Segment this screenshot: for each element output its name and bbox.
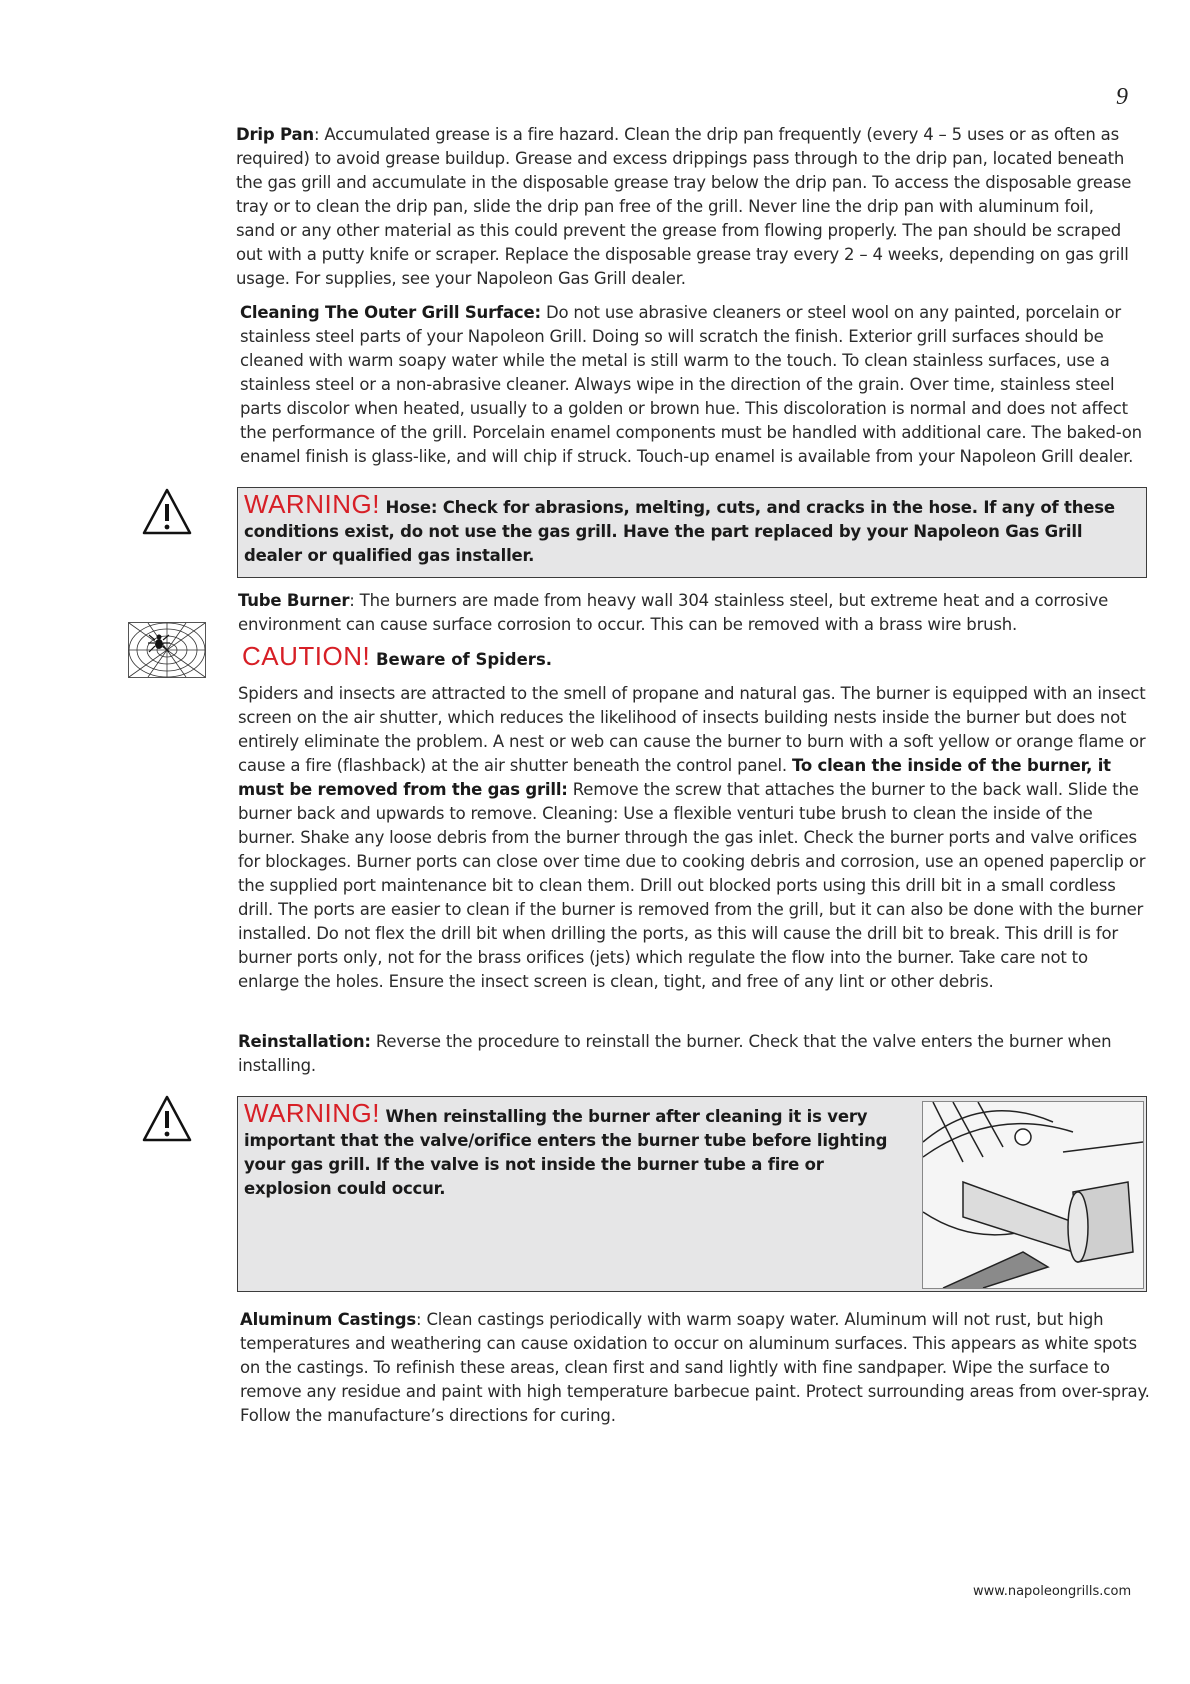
aluminum-title: Aluminum Castings xyxy=(240,1310,417,1329)
tube-burner-title: Tube Burner xyxy=(238,591,350,610)
caution-label: CAUTION! xyxy=(242,641,371,671)
tube-burner-text: : The burners are made from heavy wall 304 stainless steel, but extreme heat and a corrosive environment can cause surface corrosion to occur. This can be removed with a brass wire brush. xyxy=(238,591,1109,634)
reinstallation-text: Reverse the procedure to reinstall the burner. Check that the valve enters the burner when installing. xyxy=(238,1032,1112,1075)
footer-url: www.napoleongrills.com xyxy=(973,1584,1132,1599)
outer-surface-paragraph xyxy=(240,301,1145,469)
drip-pan-paragraph xyxy=(236,123,1136,291)
caution-text: Beware of Spiders. xyxy=(370,650,553,669)
burner-valve-illustration xyxy=(922,1101,1144,1289)
drip-pan-text: : Accumulated grease is a fire hazard. Clean the drip pan frequently (every 4 – 5 uses or as often as required) to avoid grease buildup. Grease and excess drippings pass through to the drip pan, located beneath the gas grill and accumulate in the disposable grease tray below the drip pan. To access the disposable grease tray or to clean the drip pan, slide the drip pan free of the grill. Never line the drip pan with aluminum foil, sand or any other material as this could prevent the grease from flowing properly. The pan should be scraped out with a putty knife or scraper. Replace the disposable grease tray every 2 – 4 weeks, depending on gas grill usage. For supplies, see your Napoleon Gas Grill dealer. xyxy=(236,125,1132,288)
hose-warning-box xyxy=(237,487,1147,578)
spiders-text-a: Spiders and insects are attracted to the smell of propane and natural gas. The burner is equipped with an insect screen on the air shutter, which reduces the likelihood of insects building nests inside the burner but does not entirely eliminate the problem. A nest or web can cause the burner to burn with a soft yellow or orange flame or cause a fire (flashback) at the air shutter beneath the control panel. xyxy=(238,684,1146,775)
aluminum-text: : Clean castings periodically with warm soapy water. Aluminum will not rust, but high temperatures and weathering can cause oxidation to occur on aluminum surfaces. This appears as white spots on the castings. To refinish these areas, clean first and sand lightly with fine sandpaper. Wipe the surface to remove any residue and paint with high temperature barbecue paint. Protect surrounding areas from over-spray. Follow the manufacture’s directions for curing. xyxy=(240,1310,1150,1425)
warning-triangle-icon xyxy=(141,487,193,537)
spiders-paragraph xyxy=(238,682,1148,994)
reinstall-warning-text: When reinstalling the burner after cleaning it is very important that the valve/orifice enters the burner tube before lighting your gas grill. If the valve is not inside the burner tube a fire or explosion could occur. xyxy=(244,1107,888,1198)
reinstall-warning-label: WARNING! xyxy=(244,1098,380,1128)
reinstallation-paragraph xyxy=(238,1030,1148,1078)
warning-triangle-icon xyxy=(141,1094,193,1144)
hose-warning-text: Hose: Check for abrasions, melting, cuts, and cracks in the hose. If any of these conditions exist, do not use the gas grill. Have the part replaced by your Napoleon Gas Grill dealer or qualified gas installer. xyxy=(244,498,1115,565)
caution-heading xyxy=(242,641,552,672)
drip-pan-title: Drip Pan xyxy=(236,125,314,144)
spider-web-icon xyxy=(128,622,206,678)
aluminum-paragraph xyxy=(240,1308,1150,1428)
spiders-text-b: Remove the screw that attaches the burner to the back wall. Slide the burner back and upwards to remove. Cleaning: Use a flexible venturi tube brush to clean the inside of the burner. Shake any loose debris from the burner through the gas inlet. Check the burner ports and valve orifices for blockages. Burner ports can close over time due to cooking debris and corrosion, use an opened paperclip or the supplied port maintenance bit to clean them. Drill out blocked ports using this drill bit in a small cordless drill. The ports are easier to clean if the burner is removed from the grill, but it can also be done with the burner installed. Do not flex the drill bit when drilling the ports, as this will cause the drill bit to break. This drill is for burner ports only, not for the brass orifices (jets) which regulate the flow into the burner. Take care not to enlarge the holes. Ensure the insect screen is clean, tight, and free of any lint or other debris. xyxy=(238,780,1146,991)
page-number: 9 xyxy=(1116,84,1128,110)
spiders-bold: To clean the inside of the burner, it must be removed from the gas grill: xyxy=(238,756,1111,799)
outer-surface-text: Do not use abrasive cleaners or steel wool on any painted, porcelain or stainless steel parts of your Napoleon Grill. Doing so will scratch the finish. Exterior grill surfaces should be cleaned with warm soapy water while the metal is still warm to the touch. To clean stainless surfaces, use a stainless steel or a non-abrasive cleaner. Always wipe in the direction of the grain. Over time, stainless steel parts discolor when heated, usually to a golden or brown hue. This discoloration is normal and does not affect the performance of the grill. Porcelain enamel components must be handled with additional care. The baked-on enamel finish is glass-like, and will chip if struck. Touch-up enamel is available from your Napoleon Grill dealer. xyxy=(240,303,1142,466)
hose-warning-label: WARNING! xyxy=(244,489,380,519)
reinstallation-title: Reinstallation: xyxy=(238,1032,371,1051)
outer-surface-title: Cleaning The Outer Grill Surface: xyxy=(240,303,541,322)
tube-burner-paragraph xyxy=(238,589,1148,637)
